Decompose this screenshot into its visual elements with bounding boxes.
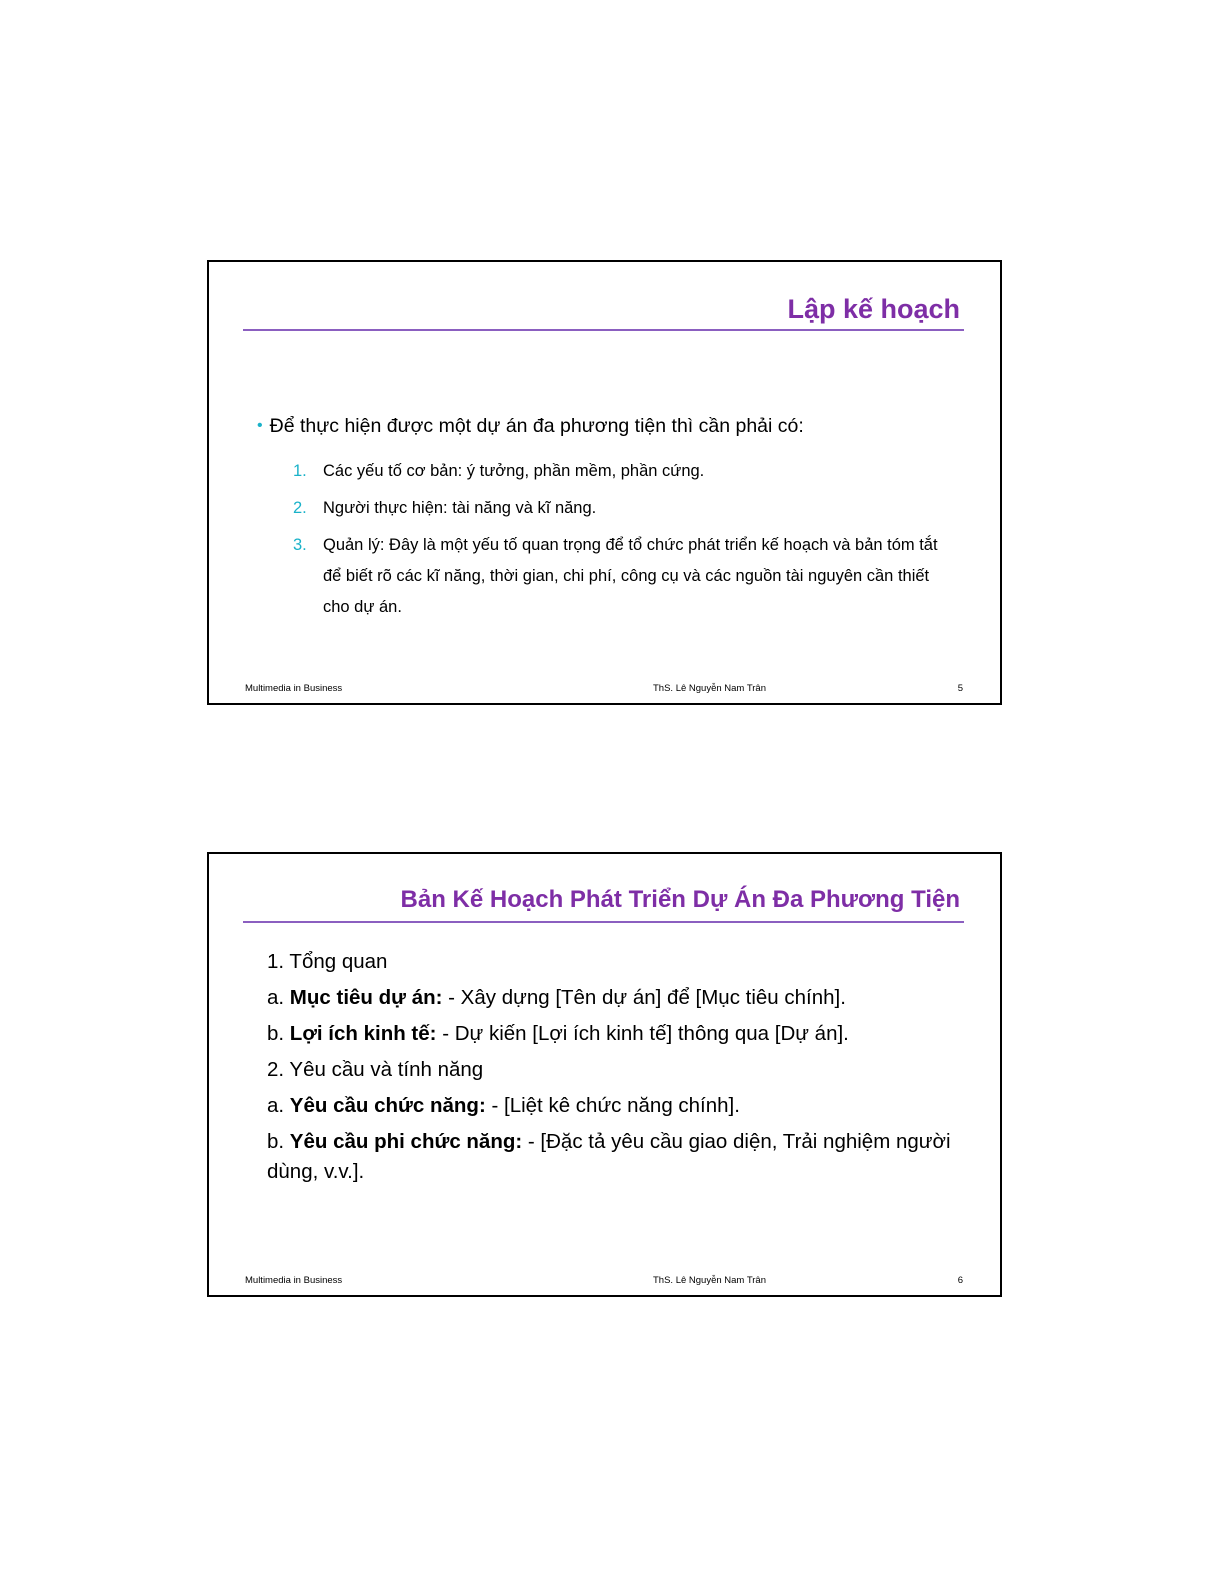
line-prefix: 2. Yêu cầu và tính năng bbox=[267, 1058, 484, 1081]
slide-5 bbox=[207, 260, 1002, 705]
slide-body bbox=[267, 947, 967, 1193]
content-line bbox=[267, 1055, 967, 1085]
line-bold-label: Lợi ích kinh tế: bbox=[289, 1022, 437, 1045]
footer-author: ThS. Lê Nguyễn Nam Trân bbox=[653, 683, 766, 694]
slide-body bbox=[257, 412, 957, 629]
title-divider bbox=[243, 329, 964, 331]
line-prefix: a. bbox=[267, 986, 290, 1009]
line-bold-label: Yêu cầu phi chức năng: bbox=[289, 1130, 523, 1153]
list-number: 1. bbox=[293, 462, 307, 480]
content-line bbox=[267, 1127, 967, 1187]
content-line bbox=[267, 983, 967, 1013]
list-item bbox=[293, 530, 957, 623]
slide-title: Bản Kế Hoạch Phát Triển Dự Án Đa Phương Tiện bbox=[400, 886, 960, 913]
list-text: Quản lý: Đây là một yếu tố quan trọng để tổ chức phát triển kế hoạch và bản tóm tắt để biết rõ các kĩ năng, thời gian, chi phí, công cụ và các nguồn tài nguyên cần thiết cho dự án. bbox=[323, 536, 938, 616]
list-text: Người thực hiện: tài năng và kĩ năng. bbox=[323, 499, 597, 517]
list-item bbox=[293, 493, 957, 524]
footer-page-number: 6 bbox=[957, 1275, 963, 1286]
line-prefix: a. bbox=[267, 1094, 290, 1117]
line-prefix: b. bbox=[267, 1022, 290, 1045]
line-prefix: 1. Tổng quan bbox=[267, 950, 388, 973]
line-text: - [Đặc tả yêu cầu giao diện, Trải nghiệm người dùng, v.v.]. bbox=[267, 1130, 951, 1183]
list-number: 2. bbox=[293, 499, 307, 517]
line-bold-label: Mục tiêu dự án: bbox=[289, 986, 443, 1009]
line-text: - [Liệt kê chức năng chính]. bbox=[485, 1094, 740, 1117]
line-text: - Xây dựng [Tên dự án] để [Mục tiêu chính]. bbox=[442, 986, 846, 1009]
footer-author: ThS. Lê Nguyễn Nam Trân bbox=[653, 1275, 766, 1286]
footer-course: Multimedia in Business bbox=[245, 683, 343, 694]
bullet-item bbox=[257, 412, 957, 442]
content-line bbox=[267, 947, 967, 977]
footer-page-number: 5 bbox=[957, 683, 963, 694]
bullet-text: Để thực hiện được một dự án đa phương tiện thì cần phải có: bbox=[269, 415, 804, 437]
list-number: 3. bbox=[293, 536, 307, 554]
line-bold-label: Yêu cầu chức năng: bbox=[289, 1094, 486, 1117]
list-text: Các yếu tố cơ bản: ý tưởng, phần mềm, phần cứng. bbox=[323, 462, 705, 480]
numbered-list bbox=[257, 456, 957, 623]
bullet-icon: • bbox=[257, 417, 263, 434]
content-line bbox=[267, 1091, 967, 1121]
content-line bbox=[267, 1019, 967, 1049]
slide-title: Lập kế hoạch bbox=[787, 294, 960, 324]
list-item bbox=[293, 456, 957, 487]
footer-course: Multimedia in Business bbox=[245, 1275, 343, 1286]
slide-6 bbox=[207, 852, 1002, 1297]
title-divider bbox=[243, 921, 964, 923]
line-text: - Dự kiến [Lợi ích kinh tế] thông qua [Dự án]. bbox=[436, 1022, 849, 1045]
line-prefix: b. bbox=[267, 1130, 290, 1153]
